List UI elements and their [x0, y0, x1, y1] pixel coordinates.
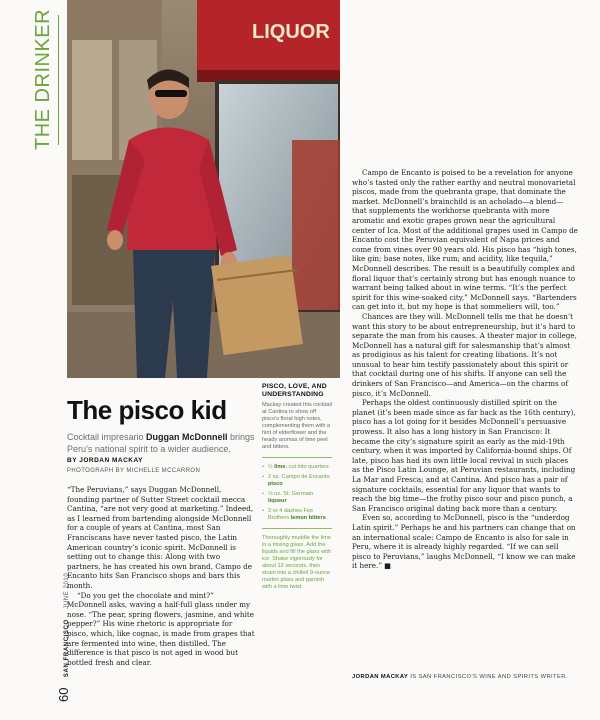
store-sign-text: LIQUOR [252, 21, 330, 43]
ingredient-item [262, 491, 332, 505]
body-paragraph: Perhaps the oldest continuously distilled spirit on the planet (it’s been made since as far back as the 16th century), pisco has a lot going for it besides McDonnell’s persuasive prowess. It also has a long history in San Francisco: It became the city’s signature spirit as early as the mid-19th century, when it was imported by California-bound ships. Of late, pisco has had its own little local revival in such places as the Pisco Latin Lounge, at Peruvian restaurants, including La Mar and Fresca; and at Cantina. And pisco has a pair of signature cocktails, essential for any liquor that wants to reach the big time—the frothy pisco sour and pisco punch, a San Francisco original dating back more than a century. [352, 398, 576, 513]
dek-subject-name: Duggan McDonnell [146, 432, 228, 442]
ingredient-item [262, 508, 332, 522]
photo-credit: PHOTOGRAPH BY MICHELLE MCCARRON [67, 468, 201, 474]
dek-ending: brings Peru’s national spirit to a wider audience. [67, 432, 255, 454]
body-paragraph: Even so, according to McDonnell, pisco is the “underdog Latin spirit.” Perhaps he and his partners can change that on an international scale: Campo de Encanto is also for sale in Peru, where it is already highly regarded. “If we can sell pisco to Peruvians,” laughs McDonnell, “I know we can make it here.” ■ [352, 513, 576, 571]
photo-illustration [67, 0, 340, 378]
author-bio-text: IS SAN FRANCISCO’S WINE AND SPIRITS WRITER. [408, 674, 568, 680]
folio-date: JUNE 2010 [64, 572, 70, 609]
article-headline: The pisco kid [67, 395, 227, 425]
page-number: 60 [56, 687, 71, 702]
left-rail [22, 0, 71, 720]
article-dek [67, 432, 267, 455]
recipe-divider [262, 457, 332, 458]
recipe-sidebar [262, 383, 332, 591]
ingredient-name: lemon bitters [290, 515, 326, 521]
ingredient-item [262, 464, 332, 471]
ingredient-amount: ½ [268, 464, 275, 470]
body-paragraph: Campo de Encanto is poised to be a revelation for anyone who’s tasted only the rather earthy and neutral monovarietal piscos, made from the quebranta grape, that dominate the market. McDonnell’s brainchild is an acholado—a blend—that supplements the workhorse quebranta with more aromatic and exotic grapes grown near the agricultural center of Ica. Most of the additional grapes used in Campo de Encanto cost the Peruvian equivalent of Napa prices and come from vines over 90 years old. His pisco has “high tones, like gin; base notes, like rum; and acidity, like tequila,” McDonnell describes. The result is a beautifully complex and floral liquor that’s certainly strong but has enough nuance to warrant being talked about in wine terms. “It’s the perfect spirit for this wine-soaked city,” McDonnell says. “Bartenders can get into it, but my hope is that sommeliers will, too.” [352, 168, 578, 312]
ingredient-name: liqueur [268, 498, 287, 504]
recipe-title: PISCO, LOVE, AND UNDERSTANDING [262, 383, 327, 398]
ingredient-name: pisco [268, 481, 283, 487]
recipe-ingredients [262, 464, 332, 522]
ingredient-amount: 2 oz. Campo de Encanto [268, 474, 330, 480]
ingredient-note: , cut into quarters [285, 464, 329, 470]
article-body-right [352, 168, 578, 668]
body-paragraph: “Do you get the chocolate and mint?” McDonnell asks, waving a half-full glass under my nose. “The pear, spring flowers, jasmine, and white pepper?” His wine rhetoric is appropriate for pisco, which, like cognac, is made from grapes that are fermented into wine, then distilled. The difference is that pisco is not aged in wood but bottled fresh and clear. [67, 590, 255, 667]
author-bio-name: JORDAN MACKAY [352, 674, 409, 680]
body-paragraph: Chances are they will. McDonnell tells me that he doesn’t want this story to be about entrepreneurship, but it’s hard to separate the man from his causes. A theater major in college, McDonnell has a natural gift for salesmanship that’s almost as prodigious as his talent for creating libations. It’s not unusual to hear him testify passionately about this spirit or that cocktail during one of his shifts. If anyone can sell the drinkers of San Francisco—and America—on the charms of pisco, it’s McDonnell. [352, 311, 577, 398]
folio-magazine: SAN FRANCISCO [64, 619, 70, 678]
recipe-method: Thoroughly muddle the lime in a mixing glass. Add the liquids and fill the glass with ice. Shake vigorously for about 12 seconds, then strain into a chilled 9-ounce martini glass and garnish with a lime twist. [262, 535, 332, 590]
body-paragraph: “The Peruvians,” says Duggan McDonnell, founding partner of Sutter Street cocktail mecca Cantina, “are not very good at marketing.” Indeed, as I learned from bartending alongside McDonnell for a couple of years at Cantina, most San Franciscans have never tasted pisco, the Latin American country’s iconic spirit. McDonnell is setting out to change this: Along with two partners, he has created his own brand, Campo de Encanto hits San Francisco shops and bars this month. [67, 485, 254, 590]
recipe-intro: Mackay created this cocktail at Cantina to show off pisco’s floral high notes, complementing them with a hint of elderflower and the heady aromas of lime peel and bitters. [262, 402, 332, 450]
byline: BY JORDAN MACKAY [67, 457, 143, 464]
ingredient-item [262, 474, 332, 488]
ingredient-name: lime [274, 464, 286, 470]
article-photo [67, 0, 340, 378]
section-title: THE DRINKER [32, 8, 54, 150]
recipe-divider [262, 528, 332, 529]
article-body-left [67, 485, 255, 705]
ingredient-amount: 3 or 4 dashes Fee Brothers [268, 508, 314, 521]
author-bio [352, 674, 578, 680]
ingredient-amount: ½ oz. St. Germain [268, 491, 314, 497]
rail-divider [58, 15, 59, 145]
dek-intro: Cocktail impresario [67, 432, 147, 442]
